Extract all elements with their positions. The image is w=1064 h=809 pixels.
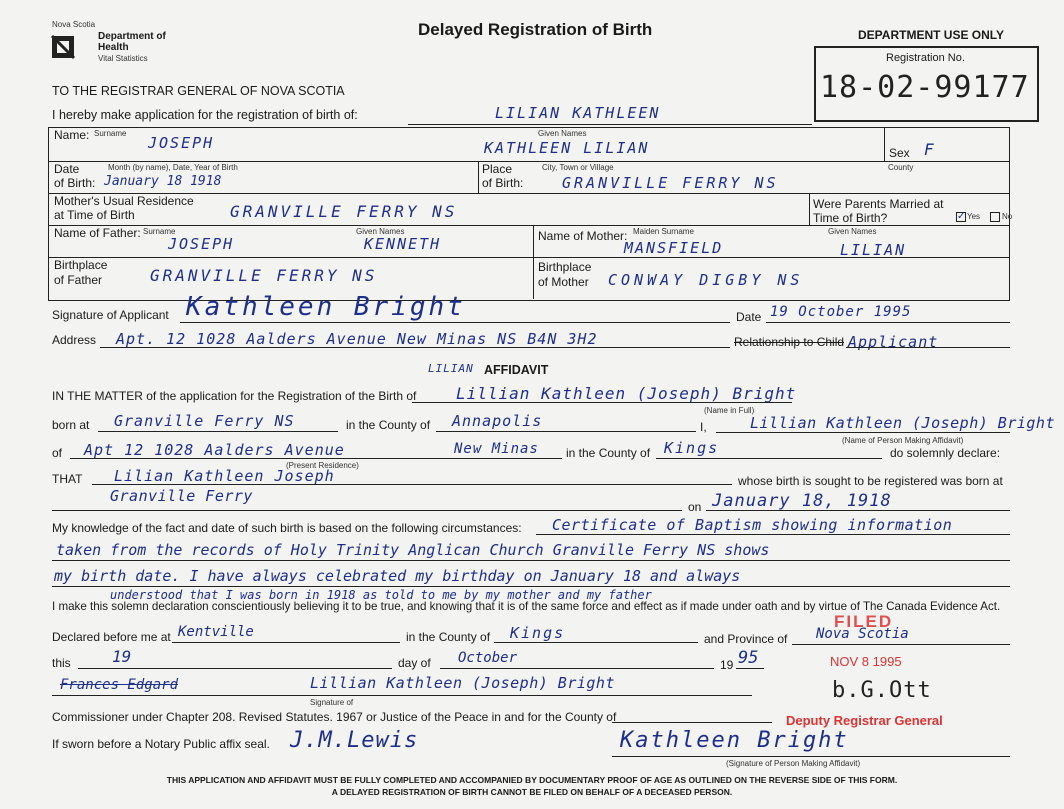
father-surname-value: JOSEPH: [168, 235, 235, 253]
county-value: Annapolis: [452, 412, 543, 430]
registration-number: 18-02-99177: [820, 70, 1030, 105]
mother-bp-label2: of Mother: [538, 275, 589, 289]
page-title: Delayed Registration of Birth: [418, 20, 653, 39]
mother-res-label1: Mother's Usual Residence: [54, 194, 194, 208]
applicant-sig-hint: (Signature of Person Making Affidavit): [726, 759, 861, 768]
applicant-signature: Kathleen Bright: [186, 292, 466, 322]
mother-res-label2: at Time of Birth: [54, 208, 135, 222]
province-label: and Province of: [704, 632, 788, 646]
dept-line3: Vital Statistics: [98, 54, 148, 63]
of-town-value: New Minas: [454, 441, 539, 457]
affiant-signature-line: Lillian Kathleen (Joseph) Bright: [310, 674, 615, 692]
father-bp-label1: Birthplace: [54, 258, 108, 272]
sig-of-hint: Signature of: [310, 698, 354, 707]
declared-value: Kentville: [178, 624, 254, 640]
circumstance-line2: taken from the records of Holy Trinity Anglican Church Granville Ferry NS shows: [56, 541, 770, 559]
notary-text: If sworn before a Notary Public affix seal.: [52, 737, 270, 751]
deputy-signature: b.G.Ott: [832, 678, 932, 703]
apply-text: I hereby make application for the registration of birth of:: [52, 108, 358, 122]
mother-surname-value: MANSFIELD: [624, 239, 724, 257]
matter-label: IN THE MATTER of the application for the Registration of the Birth of: [52, 389, 417, 403]
surname-value: JOSEPH: [148, 134, 215, 152]
mother-res-value: GRANVILLE FERRY NS: [230, 202, 458, 221]
born-at-label: born at: [52, 418, 90, 432]
name-label: Name:: [54, 128, 90, 142]
filed-stamp: FILED: [834, 612, 894, 631]
mother-bp-value: CONWAY DIGBY NS: [608, 271, 804, 289]
applicant-final-signature: Kathleen Bright: [620, 728, 849, 753]
relationship-label: Relationship to Child: [734, 335, 845, 349]
on-label: on: [688, 500, 702, 514]
declared-label: Declared before me at: [52, 630, 171, 644]
footer-line1: THIS APPLICATION AND AFFIDAVIT MUST BE FULLY COMPLETED AND ACCOMPANIED BY DOCUMENTARY PROOF OF AGE AS OUTLINED ON THE REVERSE SIDE OF THIS FORM.: [166, 775, 898, 785]
pob-label2: of Birth:: [482, 176, 524, 190]
county3-label: in the County of: [406, 630, 491, 644]
declare-label: do solemnly declare:: [890, 446, 1001, 460]
name-full-hint: (Name in Full): [704, 406, 755, 415]
province-name: Nova Scotia: [52, 20, 96, 29]
circumstance-line3: my birth date. I have always celebrated my birthday on January 18 and always: [54, 567, 741, 585]
dob-hint: Month (by name), Date, Year of Birth: [108, 163, 238, 172]
born-at-value: Granville Ferry NS: [114, 412, 295, 430]
dept-line1: Department of: [98, 31, 166, 42]
dob-label2: of Birth:: [54, 176, 96, 190]
affidavit-heading: AFFIDAVIT: [484, 363, 549, 377]
footer-line2: A DELAYED REGISTRATION OF BIRTH CANNOT BE FILED ON BEHALF OF A DECEASED PERSON.: [331, 787, 733, 797]
father-label: Name of Father:: [54, 226, 141, 240]
filed-date: NOV 8 1995: [830, 654, 902, 669]
dept-line2: Health: [98, 42, 129, 53]
knowledge-label: My knowledge of the fact and date of such birth is based on the following circumstances:: [52, 521, 522, 535]
to-registrar: TO THE REGISTRAR GENERAL OF NOVA SCOTIA: [52, 84, 345, 98]
father-surname-hint: Surname: [143, 227, 176, 236]
county-hint: County: [888, 163, 914, 172]
married-label1: Were Parents Married at: [813, 197, 944, 211]
dob-value: January 18 1918: [104, 174, 222, 189]
married-yes-checkbox[interactable]: ✓: [957, 211, 966, 222]
circumstance-line1: Certificate of Baptism showing information: [552, 516, 953, 534]
whose-label: whose birth is sought to be registered was born at: [738, 474, 1003, 488]
address-label: Address: [52, 333, 97, 347]
mother-bp-label1: Birthplace: [538, 260, 592, 274]
dept-use-label: DEPARTMENT USE ONLY: [858, 28, 1005, 42]
married-no-checkbox[interactable]: [990, 212, 1000, 222]
day-value: October: [458, 650, 518, 666]
this-value: 19: [112, 647, 132, 666]
county2-label: in the County of: [566, 446, 651, 460]
deputy-registrar-stamp: Deputy Registrar General: [786, 713, 943, 728]
that-value: Lilian Kathleen Joseph: [114, 467, 335, 485]
matter-value: Lillian Kathleen (Joseph) Bright: [456, 384, 797, 403]
father-bp-value: GRANVILLE FERRY NS: [150, 266, 378, 285]
relationship-value: Applicant: [848, 333, 939, 351]
father-given-value: KENNETH: [364, 235, 442, 253]
date2-value: 19 October 1995: [770, 304, 912, 320]
county3-value: Kings: [510, 624, 566, 642]
of-value: Apt 12 1028 Aalders Avenue: [84, 441, 345, 459]
coat-of-arms-icon: [42, 24, 82, 60]
this-label: this: [52, 656, 71, 670]
pob-value: GRANVILLE FERRY NS: [562, 174, 779, 192]
mother-given-value: LILIAN: [840, 241, 907, 259]
i-label: I,: [700, 420, 707, 434]
solemn-declaration: I make this solemn declaration conscientiously believing it to be true, and knowing that it is of the same force and effect as if made under oath and by virtue of The Canada Evidence Act.: [52, 600, 1001, 613]
applicant-sig-label: Signature of Applicant: [52, 308, 169, 322]
county-label: in the County of: [346, 418, 431, 432]
struck-signature: Frances Edgard: [60, 677, 179, 693]
father-bp-label2: of Father: [54, 273, 103, 287]
sex-value: F: [924, 140, 936, 159]
affiant-value: Lillian Kathleen (Joseph) Bright: [750, 414, 1055, 432]
married-label2: Time of Birth?: [813, 211, 888, 225]
apply-name: LILIAN KATHLEEN: [495, 104, 661, 122]
affidavit-note: LILIAN: [428, 362, 474, 375]
pob-hint: City, Town or Village: [542, 163, 614, 172]
address-value: Apt. 12 1028 Aalders Avenue New Minas NS B4N 3H2: [116, 330, 598, 348]
year-prefix: 19: [720, 658, 734, 672]
born-place-value: Granville Ferry: [110, 487, 253, 505]
pob-label1: Place: [482, 162, 513, 176]
date2-label: Date: [736, 310, 762, 324]
that-label: THAT: [52, 472, 83, 486]
registration-label: Registration No.: [886, 52, 965, 64]
dob-label1: Date: [54, 162, 80, 176]
commissioner-text: Commissioner under Chapter 208. Revised Statutes. 1967 or Justice of the Peace in and for the County of: [52, 710, 617, 724]
of-label: of: [52, 446, 63, 460]
present-res-hint: (Present Residence): [286, 461, 359, 470]
mother-label: Name of Mother:: [538, 229, 628, 243]
county2-value: Kings: [664, 439, 720, 457]
person-hint: (Name of Person Making Affidavit): [842, 436, 964, 445]
sex-label: Sex: [889, 146, 910, 160]
given-hint: Given Names: [538, 129, 587, 138]
maiden-hint: Maiden Surname: [633, 227, 694, 236]
father-given-hint: Given Names: [356, 227, 405, 236]
surname-hint: Surname: [94, 129, 127, 138]
notary-signature: J.M.Lewis: [290, 728, 419, 753]
no-label: No: [1002, 212, 1013, 221]
year-value: 95: [738, 648, 759, 668]
registration-box: [814, 46, 1039, 122]
circumstance-line4: understood that I was born in 1918 as told to me by my mother and my father: [110, 588, 652, 602]
day-label: day of: [398, 656, 431, 670]
on-value: January 18, 1918: [712, 491, 892, 511]
ns-logo: [42, 24, 82, 60]
mother-given-hint: Given Names: [828, 227, 877, 236]
yes-label: Yes: [967, 212, 981, 221]
province-value: Nova Scotia: [816, 626, 909, 642]
given-value: KATHLEEN LILIAN: [484, 139, 650, 157]
